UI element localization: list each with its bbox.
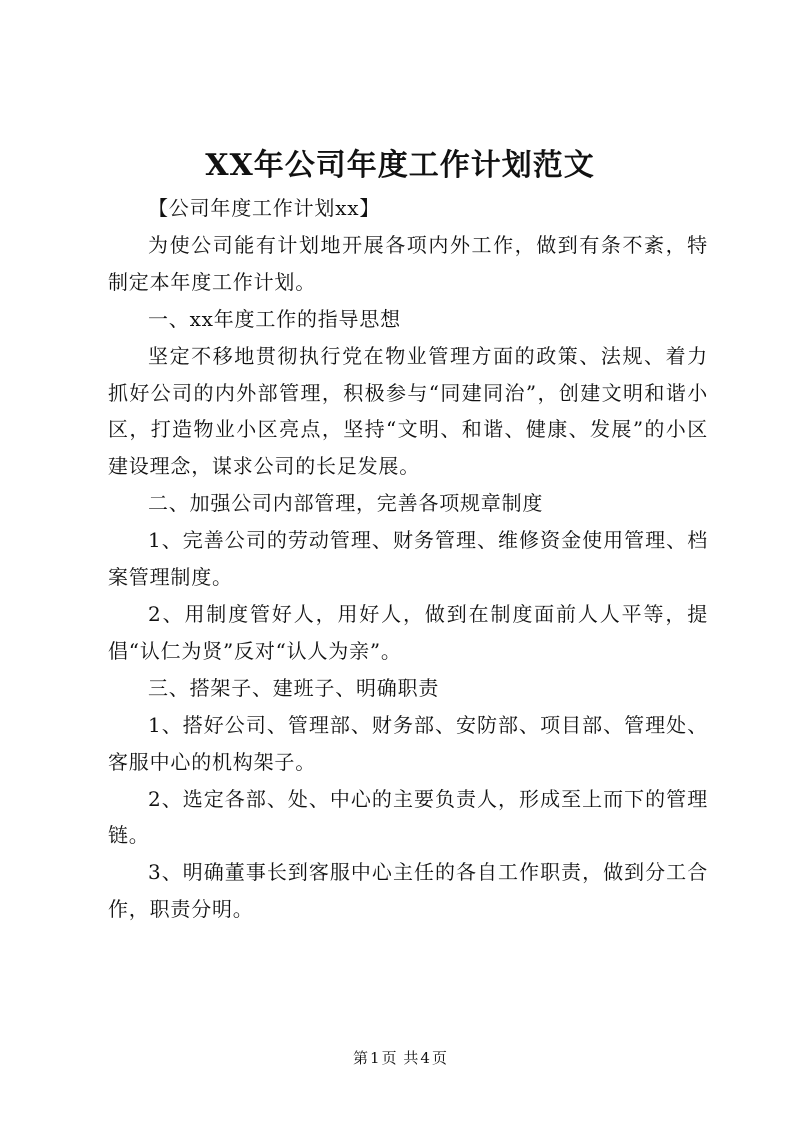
- page-label-mid: 页: [381, 1049, 397, 1067]
- total-pages: 4: [420, 1049, 430, 1067]
- page-label-prefix: 第: [353, 1049, 369, 1067]
- page-number: 1: [370, 1049, 380, 1067]
- page-footer: [0, 1047, 800, 1068]
- document-body: [108, 190, 708, 928]
- paragraph-subtitle: 【公司年度工作计划xx】: [148, 196, 381, 220]
- list-item: 1、搭好公司、管理部、财务部、安防部、项目部、管理处、客服中心的机构架子。: [108, 712, 708, 774]
- paragraph-intro: 为使公司能有计划地开展各项内外工作，做到有条不紊，特制定本年度工作计划。: [108, 232, 708, 294]
- total-label-suffix: 页: [431, 1049, 447, 1067]
- section-heading-2: 二、加强公司内部管理，完善各项规章制度: [148, 491, 544, 516]
- list-item: 2、用制度管好人，用好人，做到在制度面前人人平等，提倡“认仁为贤”反对“认人为亲”。: [108, 601, 708, 663]
- paragraph-guiding-thought: 坚定不移地贯彻执行党在物业管理方面的政策、法规、着力抓好公司的内外部管理，积极参与“同建同治”，创建文明和谐小区，打造物业小区亮点，坚持“文明、和谐、健康、发展”的小区建设理念，谋求公司的长足发展。: [108, 343, 708, 479]
- document-title: XX年公司年度工作计划范文: [205, 148, 595, 183]
- list-item: 1、完善公司的劳动管理、财务管理、维修资金使用管理、档案管理制度。: [108, 528, 708, 590]
- section-heading-3: 三、搭架子、建班子、明确职责: [148, 675, 440, 700]
- list-item: 2、选定各部、处、中心的主要负责人，形成至上而下的管理链。: [108, 786, 708, 848]
- list-item: 3、明确董事长到客服中心主任的各自工作职责，做到分工合作，职责分明。: [108, 860, 708, 922]
- section-heading-1: 一、xx年度工作的指导思想: [148, 306, 401, 331]
- total-label-prefix: 共: [403, 1049, 419, 1067]
